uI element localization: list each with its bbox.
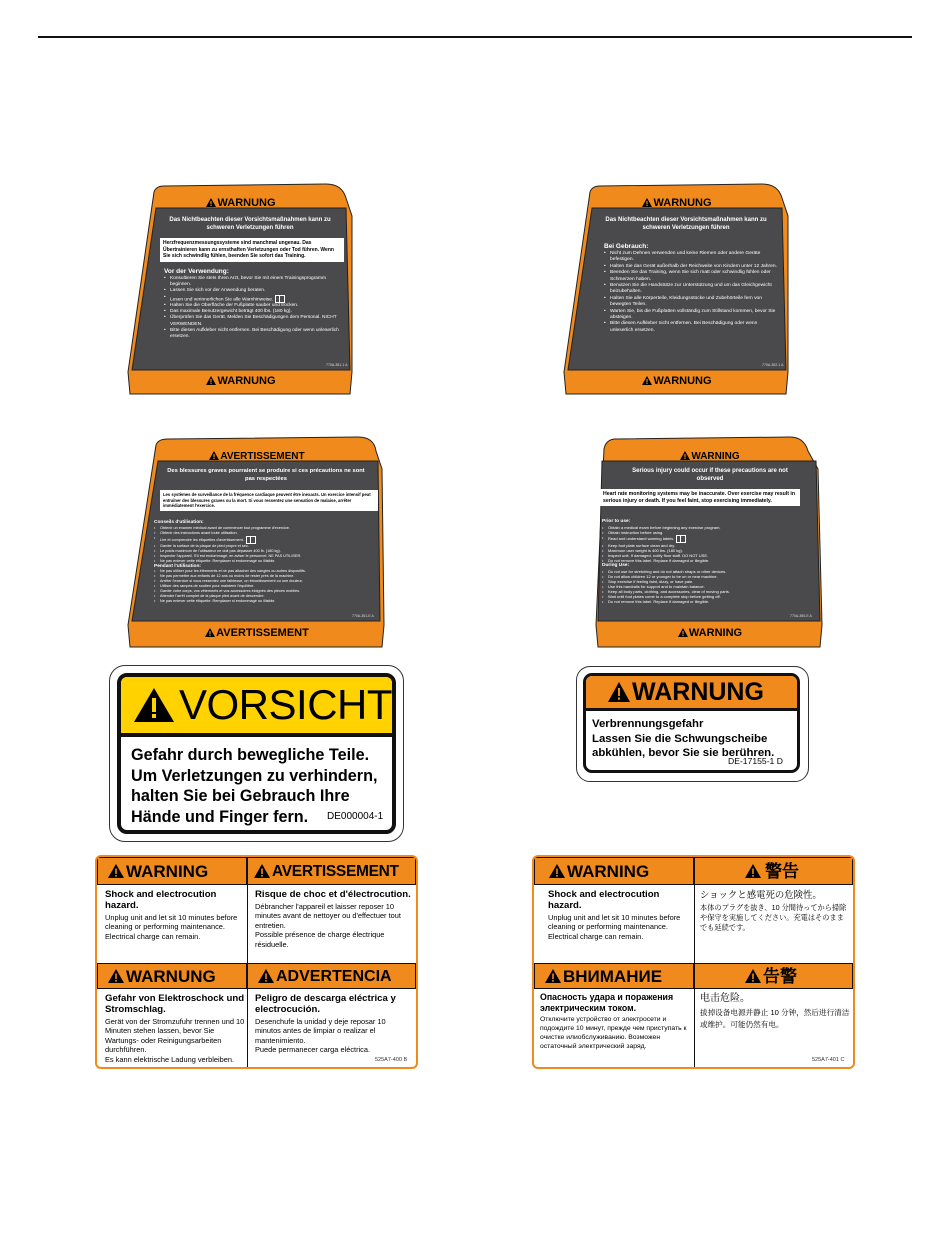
label-band: Das Nichtbeachten dieser Vorsichtsmaßnahmen kann zu schweren Verletzungen führen bbox=[592, 216, 780, 232]
list-item: • Bitte diesen Aufkleber nicht entfernen. Bei Beschädigung oder wenn unleserlich ersetzen. bbox=[604, 321, 780, 334]
list-item: • Halten Sie die Oberfläche der Fußplatte sauber und trocken. bbox=[164, 303, 344, 309]
warning-triangle-icon bbox=[608, 682, 630, 702]
grid-header: 告警 bbox=[694, 963, 853, 989]
grid-header: ADVERTENCIA bbox=[247, 963, 416, 989]
grid-cell-es: Peligro de descarga eléctrica y electrocución. Desenchufe la unidad y deje reposar 10 minutos antes de limpiar o realizar el mantenimiento. Puede permanecer carga eléctrica. bbox=[255, 993, 396, 1055]
label-header: AVERTISSEMENT bbox=[126, 451, 388, 462]
grid-code: 525A7-400 B bbox=[375, 1057, 408, 1063]
list-item: • Do not remove this label. Replace if damaged or illegible. bbox=[602, 558, 816, 563]
grid-cell-ja: ショックと感電死の危険性。 本体のプラグを抜き、10 分間待ってから掃除や保守を実施してください。充電はそのままでも延続です。 bbox=[700, 889, 847, 932]
grid-cell-zh: 电击危险。 拔掉设备电源并静止 10 分钟，然后进行清洁或维护。可能仍然有电。 bbox=[700, 993, 850, 1029]
list-item: • Garder votre corps, vos vêtements et vos accessoires éloignés des pièces mobiles. bbox=[154, 589, 382, 594]
list-item: • Read and understand warning labels. bbox=[602, 535, 816, 543]
label-code: 770A-351-E A bbox=[352, 614, 374, 618]
warning-triangle-icon bbox=[642, 376, 652, 385]
label-footer: WARNUNG bbox=[126, 375, 356, 387]
list-item: • Lassen Sie sich vor der Anwendung beraten. bbox=[164, 288, 344, 294]
list-item: • Ne pas utiliser pour les étirements et ne pas attacher des sangles ou autres dispositifs. bbox=[154, 569, 382, 574]
list-item: • Utiliser des rampes de soutien pour maintenir l'équilibre. bbox=[154, 584, 382, 589]
warning-label-de-before-use bbox=[126, 182, 356, 397]
book-icon bbox=[676, 535, 686, 543]
label-body bbox=[604, 242, 780, 334]
grid-header: WARNING bbox=[97, 857, 247, 885]
list-item: • Inspect unit. If damaged, notify floor staff. DO NOT USE. bbox=[602, 553, 816, 558]
warning-triangle-icon bbox=[642, 198, 652, 207]
list-item: • Das maximale Benutzergewicht beträgt 400 lbs. (180 kg). bbox=[164, 309, 344, 315]
grid-header: AVERTISSEMENT bbox=[247, 857, 416, 885]
message-line: Gefahr durch bewegliche Teile. bbox=[131, 746, 370, 764]
message-line: Hände und Finger fern. bbox=[131, 807, 309, 826]
list-item: • Do not remove this label. Replace if damaged or illegible. bbox=[602, 599, 816, 604]
list-item: • Do not use for stretching and do not attach straps or other devices. bbox=[602, 569, 816, 574]
list-item: • Obtain instruction before using. bbox=[602, 530, 816, 535]
book-icon bbox=[246, 536, 256, 544]
warnung-title: WARNUNG bbox=[632, 678, 764, 706]
grid-cell-en: Shock and electrocution hazard. Unplug unit and let sit 10 minutes before cleaning or performing maintenance. Electrical charge can remain. bbox=[548, 889, 681, 941]
warning-triangle-icon bbox=[549, 864, 565, 878]
label-note: Les systèmes de surveillance de la fréquence cardiaque peuvent être inexacts. Un exercice intensif peut entraîner des blessures graves ou la mort. Si vous ressentez une sensation de malaise, arrêter immédiatement l'exercice. bbox=[160, 490, 378, 511]
list-item: • Obtenir un examen médical avant de commencer tout programme d'exercice. bbox=[154, 526, 382, 531]
section-title: Bei Gebrauch: bbox=[604, 243, 649, 250]
list-item: • Le poids maximum de l'utilisateur ne doit pas dépasser 400 lb. (180 kg). bbox=[154, 549, 382, 554]
vorsicht-title: VORSICHT bbox=[179, 681, 393, 728]
book-icon bbox=[275, 295, 285, 303]
label-note: Heart rate monitoring systems may be inaccurate. Over exercise may result in serious injury or death. If you feel faint, stop exercising immediately. bbox=[600, 489, 800, 506]
warning-triangle-icon bbox=[209, 451, 219, 460]
label-note: Herzfrequenzmessungssysteme sind manchmal ungenau. Das Übertrainieren kann zu ernsthaften Verletzungen oder Tod führen. Wenn Sie sich schwindlig fühlen, beenden Sie sofort das Training. bbox=[160, 238, 344, 262]
message-line: Lassen Sie die Schwungscheibe bbox=[592, 732, 768, 745]
list-item: • Keep all body parts, clothing, and accessories, clear of moving parts. bbox=[602, 589, 816, 594]
warning-label-en bbox=[594, 435, 826, 650]
list-item: • Attendre l'arrêt complet de la plaque pied avant de descendre. bbox=[154, 594, 382, 599]
electrical-hazard-label-multilang-1 bbox=[95, 855, 418, 1069]
grid-header: WARNING bbox=[534, 857, 694, 885]
list-item: • Halten Sie das Gerät außerhalb der Reichweite von Kindern unter 12 Jahren. bbox=[604, 264, 780, 270]
grid-cell-ru: Опасность удара и поражения электрическим током. Отключите устройство от электросети и подождите 10 минут, прежде чем приступать к очистке илиобслуживанию. Возможен остаточный электрический заряд. bbox=[540, 992, 687, 1051]
warning-triangle-icon bbox=[108, 969, 124, 983]
warnung-header bbox=[586, 676, 797, 711]
warnung-code: DE-17155-1 D bbox=[728, 756, 783, 766]
grid-header: WARNUNG bbox=[97, 963, 247, 989]
divider bbox=[694, 885, 695, 963]
warning-triangle-icon bbox=[206, 376, 216, 385]
warnung-message bbox=[592, 717, 796, 761]
warning-triangle-icon bbox=[545, 969, 561, 983]
electrical-hazard-label-multilang-2 bbox=[532, 855, 855, 1069]
warning-triangle-icon bbox=[108, 864, 124, 878]
list-item: • Benutzen Sie die Handstütze zur Unterstützung und um das Gleichgewicht beizubehalten. bbox=[604, 283, 780, 296]
list-item: • Stop exercise if feeling faint, dizzy, or have pain. bbox=[602, 579, 816, 584]
list-item: • Inspecter l'appareil. S'il est endommagé, en aviser le personnel. NE PAS UTILISER. bbox=[154, 554, 382, 559]
label-footer: AVERTISSEMENT bbox=[126, 627, 388, 639]
label-header: WARNUNG bbox=[562, 197, 792, 209]
label-band: Das Nichtbeachten dieser Vorsichtsmaßnahmen kann zu schweren Verletzungen führen bbox=[156, 216, 344, 232]
list-item: • Bitte diesen Aufkleber nicht entfernen. Bei Beschädigung oder wenn unleserlich ersetzen. bbox=[164, 328, 344, 340]
list-item: • Obtenir des instructions avant toute utilisation. bbox=[154, 531, 382, 536]
list-item: • Ne pas enlever cette étiquette. Remplacer si endommagé ou illisible. bbox=[154, 599, 382, 604]
label-footer: WARNING bbox=[594, 627, 826, 639]
warning-triangle-icon bbox=[678, 628, 688, 637]
grid-code: 525A7-401 C bbox=[812, 1057, 845, 1063]
list-item: • Warten Sie, bis die Fußplatten vollständig zum Stillstand kommen, bevor Sie absteigen. bbox=[604, 309, 780, 322]
list-item: • Ne pas permettre aux enfants de 12 ans ou moins de rester près de la machine. bbox=[154, 574, 382, 579]
warning-triangle-icon bbox=[254, 864, 270, 878]
list-item: • Lesen und verinnerlichen Sie alle Warnhinweise. bbox=[164, 295, 344, 303]
warning-label-de-during-use bbox=[562, 182, 792, 397]
grid-cell-en: Shock and electrocution hazard. Unplug unit and let sit 10 minutes before cleaning or performing maintenance. Electrical charge can remain. bbox=[105, 889, 238, 941]
divider bbox=[694, 989, 695, 1067]
list-item: • Do not allow children 12 or younger to be on or near machine. bbox=[602, 574, 816, 579]
section-title: Prior to use: bbox=[602, 519, 631, 524]
message-line: halten Sie bei Gebrauch Ihre bbox=[131, 787, 350, 805]
grid-cell-de: Gefahr von Elektroschock und Stromschlag. Gerät von der Stromzufuhr trennen und 10 Minuten stehen lassen, bevor Sie Wartungs- oder Reinigungsarbeiten durchführen. Es kann elektrische Ladung verbleiben. bbox=[105, 993, 245, 1064]
list-item: • Use this handrails for support and to maintain balance. bbox=[602, 584, 816, 589]
warning-triangle-icon bbox=[133, 687, 175, 723]
vorsicht-header bbox=[121, 677, 392, 737]
label-code: 770A-350-E A bbox=[790, 614, 812, 618]
vorsicht-code: DE000004-1 bbox=[327, 811, 384, 822]
warning-triangle-icon bbox=[745, 969, 761, 983]
warnung-burn-sign bbox=[576, 666, 809, 782]
label-code: 770A-352-1 A bbox=[762, 363, 784, 367]
message-line: Um Verletzungen zu verhindern, bbox=[131, 766, 378, 785]
list-item: • Lire et comprendre les étiquettes d'avertissement. bbox=[154, 536, 382, 544]
warning-triangle-icon bbox=[205, 628, 215, 637]
grid-header: ВНИМАНИЕ bbox=[534, 963, 694, 989]
list-item: • Halten Sie alle Körperteile, Kleidungsstücke und Zubehörteile fern von bewegten Teilen. bbox=[604, 296, 780, 309]
divider bbox=[247, 885, 248, 963]
list-item: • Überprüfen Sie das Gerät. Melden Sie Beschädigungen dem Personal. NICHT VERWENDEN. bbox=[164, 315, 344, 327]
top-rule bbox=[38, 36, 912, 38]
label-body bbox=[602, 519, 816, 604]
label-footer: WARNUNG bbox=[562, 375, 792, 387]
section-title: Pendant l'utilisation: bbox=[154, 563, 201, 569]
list-item: • Ne pas enlever cette étiquette. Remplacer si endommagé ou illisible. bbox=[154, 559, 382, 564]
divider bbox=[247, 989, 248, 1067]
warning-triangle-icon bbox=[258, 969, 274, 983]
section-title: During Use: bbox=[602, 563, 630, 569]
list-item: • Nicht zum Dehnen verwenden und keine Riemen oder andere Geräte befestigen. bbox=[604, 251, 780, 264]
list-item: • Wait until foot plates come to a complete stop before getting off. bbox=[602, 594, 816, 599]
list-item: • Beenden Sie das Training, wenn Sie sich matt oder schwindlig fühlen oder Schmerzen haben. bbox=[604, 270, 780, 283]
label-band: Des blessures graves pourraient se produire si ces précautions ne sont pas respectées bbox=[167, 468, 365, 482]
warning-label-fr bbox=[126, 435, 388, 650]
label-body bbox=[154, 520, 382, 604]
label-code: 770A-351-1 A bbox=[326, 363, 348, 367]
label-band: Serious injury could occur if these precautions are not observed bbox=[620, 468, 800, 483]
message-title: Verbrennungsgefahr bbox=[592, 718, 704, 730]
list-item: • Garder la surface de la plaque de pied propre et sec. bbox=[154, 544, 382, 549]
list-item: • Keep foot plate surface clean and dry. bbox=[602, 543, 816, 548]
message-line: abkühlen, bevor Sie sie berühren. bbox=[592, 747, 775, 759]
label-header: WARNING bbox=[594, 451, 826, 462]
list-item: • Obtain a medical exam before beginning any exercise program. bbox=[602, 525, 816, 530]
list-item: • Konsultieren Sie stets Ihren Arzt, bevor Sie mit einem Trainingsprogramm beginnen. bbox=[164, 276, 344, 288]
list-item: • Arrêter l'exercice si vous ressentez une faiblesse, un étourdissement ou une douleur. bbox=[154, 579, 382, 584]
warning-triangle-icon bbox=[206, 198, 216, 207]
grid-header: 警告 bbox=[694, 857, 853, 885]
section-title: Vor der Verwendung: bbox=[164, 268, 229, 275]
warning-triangle-icon bbox=[745, 864, 761, 878]
vorsicht-sign bbox=[109, 665, 404, 842]
list-item: • Maximum user weight is 400 lbs. (180 kg). bbox=[602, 548, 816, 553]
grid-cell-fr: Risque de choc et d'électrocution. Débrancher l'appareil et laisser reposer 10 minutes avant de nettoyer ou d'effectuer tout entretien. Possible présence de charge électrique résiduelle. bbox=[255, 889, 411, 949]
warning-triangle-icon bbox=[680, 451, 690, 460]
label-body bbox=[164, 268, 344, 340]
section-title: Conseils d'utilisation: bbox=[154, 520, 204, 525]
label-header: WARNUNG bbox=[126, 197, 356, 209]
